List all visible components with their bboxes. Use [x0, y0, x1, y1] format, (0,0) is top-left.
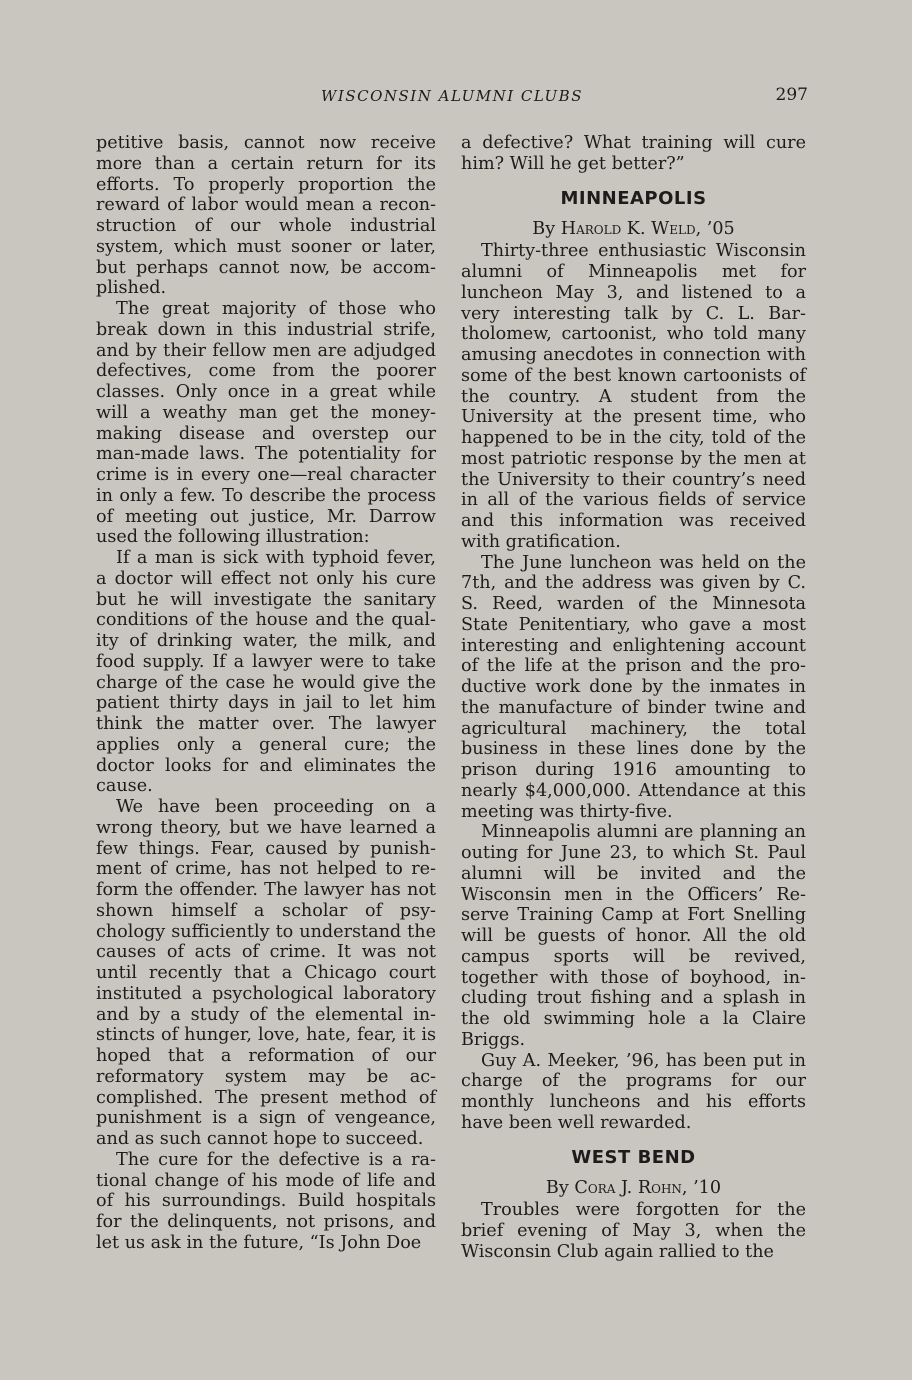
paragraph: petitive basis, cannot now receive more than a certain return for its efforts. To properly proportion the reward of labor would mean a reconstruction of our whole industrial system, which must sooner or later, but perhaps cannot now, be accomplished. [96, 133, 436, 299]
paragraph: If a man is sick with typhoid fever, a doctor will effect not only his cure but he will investigate the sanitary conditions of the house and the quality of drinking water, the milk, and food supply. If a lawyer were to take charge of the case he would give the patient thirty days in jail to let him think the matter over. The lawyer applies only a general cure; the doctor looks for and eliminates the cause. [96, 548, 436, 797]
section-title-minneapolis: MINNEAPOLIS [560, 187, 707, 209]
byline [461, 217, 806, 241]
left-column [96, 133, 436, 1254]
byline-suffix: , ’05 [695, 219, 735, 240]
section-title-west-bend: WEST BEND [571, 1146, 696, 1168]
byline-prefix: By [545, 1178, 575, 1199]
paragraph: The cure for the defective is a rational change of his mode of life and of his surroundings. Build hospitals for the delinquents, not prisons, and let us ask in the future, “Is John Doe [96, 1149, 436, 1253]
paragraph: Guy A. Meeker, ’96, has been put in charge of the programs for our monthly luncheons and his efforts have been well rewarded. [461, 1050, 806, 1133]
byline-suffix: , ’10 [681, 1178, 722, 1199]
page-header [96, 85, 808, 109]
byline-author: Harold K. Weld [560, 219, 696, 240]
paragraph: Minneapolis alumni are planning an outing for June 23, to which St. Paul alumni will be invited and the Wisconsin men in the Officers’ Reserve Training Camp at Fort Snelling will be guests of honor. All the old campus sports will be revived, together with those of boyhood, including trout fishing and a splash in the old swimming hole a la Claire Briggs. [461, 822, 806, 1050]
running-head: WISCONSIN ALUMNI CLUBS [321, 87, 583, 105]
paragraph: The June luncheon was held on the 7th, and the address was given by C. S. Reed, warden of the Minnesota State Penitentiary, who gave a most interesting and enlightening account of the life at the prison and the productive work done by the inmates in the manufacture of binder twine and agricultural machinery, the total business in these lines done by the prison during 1916 amounting to nearly $4,000,000. Attendance at this meeting was thirty-five. [461, 552, 806, 822]
right-column [461, 133, 806, 1263]
byline-prefix: By [532, 219, 561, 240]
paragraph: The great majority of those who break down in this industrial strife, and by their fellow men are adjudged defectives, come from the poorer classes. Only once in a great while will a weathy man get the money-making disease and overstep our man-made laws. The potentiality for crime is in every one—real character in only a few. To describe the process of meeting out justice, Mr. Darrow used the following illustration: [96, 299, 436, 548]
byline [461, 1176, 806, 1200]
paragraph: Troubles were forgotten for the brief evening of May 3, when the Wisconsin Club again rallied to the [461, 1200, 806, 1262]
paragraph: a defective? What training will cure him? Will he get better?” [461, 133, 806, 174]
page-number: 297 [775, 85, 808, 105]
paragraph: We have been proceeding on a wrong theory, but we have learned a few things. Fear, caused by punishment of crime, has not helped to reform the offender. The lawyer has not shown himself a scholar of psychology sufficiently to understand the causes of acts of crime. It was not until recently that a Chicago court instituted a psychological laboratory and by a study of the elemental instincts of hunger, love, hate, fear, it is hoped that a reformation of our reformatory system may be accomplished. The present method of punishment is a sign of vengeance, and as such cannot hope to succeed. [96, 797, 436, 1149]
paragraph: Thirty-three enthusiastic Wisconsin alumni of Minneapolis met for luncheon May 3, and listened to a very interesting talk by C. L. Bartholomew, cartoonist, who told many amusing anecdotes in connection with some of the best known cartoonists of the country. A student from the University at the present time, who happened to be in the city, told of the most patriotic response by the men at the University to their country’s need in all of the various fields of service and this information was received with gratification. [461, 241, 806, 552]
byline-author: Cora J. Rohn [574, 1178, 682, 1199]
